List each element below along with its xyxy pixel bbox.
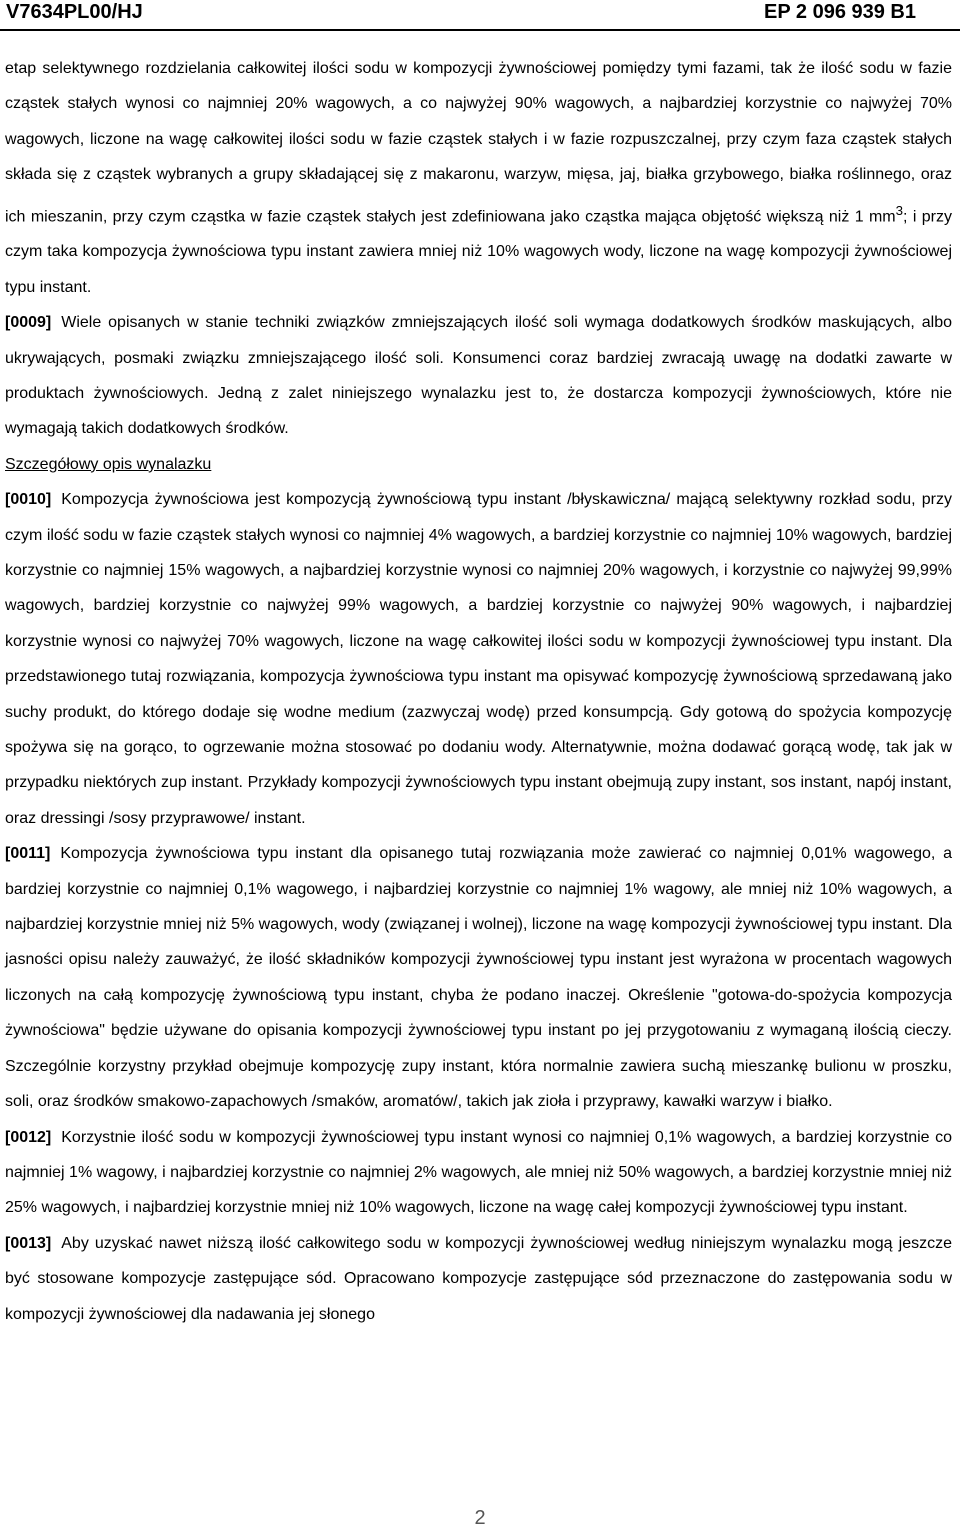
- intro-text-part-b: ; i przy czym taka kompozycja żywnościowa typu instant zawiera mniej niż 10% wagowych wody, liczone na wagę kompozycji żywnościowej typu instant.: [5, 207, 952, 296]
- paragraph-text: Korzystnie ilość sodu w kompozycji żywnościowej typu instant wynosi co najmniej 0,1% wagowych, a bardziej korzystnie co najmniej 1% wagowy, i najbardziej korzystnie co najmniej 2% wagowych, ale mniej niż 50% wagowych, a bardziej korzystnie mniej niż 25% wagowych, i najbardziej korzystnie mniej niż 10% wagowych, liczone na wagę całej kompozycji żywnościowej typu instant.: [5, 1128, 952, 1217]
- document-body: [5, 51, 952, 1332]
- patent-number: EP 2 096 939 B1: [764, 1, 916, 23]
- paragraph-number: [0013]: [5, 1234, 52, 1252]
- paragraph-0012: [5, 1120, 952, 1226]
- paragraph-number: [0011]: [5, 845, 51, 863]
- paragraph-number: [0012]: [5, 1128, 52, 1146]
- section-heading: Szczegółowy opis wynalazku: [5, 455, 212, 473]
- paragraph-0009: [5, 305, 952, 447]
- intro-text-part-a: etap selektywnego rozdzielania całkowitej ilości sodu w kompozycji żywnościowej pomiędzy tymi fazami, tak że ilość sodu w fazie cząstek stałych wynosi co najmniej 20% wagowych, a co najwyżej 90% wagowych, a najbardziej korzystnie co najwyżej 70% wagowych, liczone na wagę całkowitej ilości sodu w fazie cząstek stałych i w fazie rozpuszczalnej, przy czym faza cząstek stałych składa się z cząstek wybranych a grupy składającej się z makaronu, warzyw, mięsa, jaj, białka grzybowego, białka roślinnego, oraz ich mieszanin, przy czym cząstka w fazie cząstek stałych jest zdefiniowana jako cząstka mająca objętość większą niż 1 mm: [5, 60, 952, 225]
- paragraph-number: [0009]: [5, 314, 52, 332]
- paragraph-text: Wiele opisanych w stanie techniki związków zmniejszających ilość soli wymaga dodatkowych środków maskujących, albo ukrywających, posmaki związku zmniejszającego ilość soli. Konsumenci coraz bardziej zwracają uwagę na dodatki zawarte w produktach żywnościowych. Jedną z zalet niniejszego wynalazku jest to, że dostarcza kompozycji żywnościowych, które nie wymagają takich dodatkowych środków.: [5, 314, 952, 438]
- paragraph-0010: [5, 482, 952, 836]
- page-header: [6, 0, 916, 30]
- paragraph-text: Kompozycja żywnościowa jest kompozycją żywnościową typu instant /błyskawiczna/ mającą selektywny rozkład sodu, przy czym ilość sodu w fazie cząstek stałych wynosi co najmniej 4% wagowych, a bardziej korzystnie co najmniej 10% wagowych, bardziej korzystnie co najmniej 15% wagowych, a najbardziej korzystnie wynosi co najmniej 20% wagowych, i korzystnie co najwyżej 99,99% wagowych, bardziej korzystnie co najwyżej 99% wagowych, a bardziej korzystnie co najwyżej 90% wagowych, i najbardziej korzystnie wynosi co najwyżej 70% wagowych, liczone na wagę całkowitej ilości sodu w kompozycji żywnościowej typu instant. Dla przedstawionego tutaj rozwiązania, kompozycja żywnościowa typu instant ma opisywać kompozycję żywnościową sprzedawaną jako suchy produkt, do którego dodaje się wodne medium (zazwyczaj wodę) przed konsumpcją. Gdy gotową do spożycia kompozycję spożywa się na gorąco, to ogrzewanie można stosować po dodaniu wody. Alternatywnie, można dodawać gorącą wodę, tak jak w przypadku niektórych zup instant. Przykłady kompozycji żywnościowych typu instant obejmują zupy instant, sos instant, napój instant, oraz dressingi /sosy przyprawowe/ instant.: [5, 491, 952, 827]
- intro-paragraph: [5, 51, 952, 305]
- volume-superscript: 3: [895, 202, 904, 218]
- paragraph-0011: [5, 836, 952, 1119]
- paragraph-text: Kompozycja żywnościowa typu instant dla opisanego tutaj rozwiązania może zawierać co najmniej 0,01% wagowego, a bardziej korzystnie co najmniej 0,1% wagowego, i najbardziej korzystnie co najmniej 1% wagowy, ale mniej niż 10% wagowych, a najbardziej korzystnie mniej niż 5% wagowych, wody (związanej i wolnej), liczone na wagę kompozycji żywnościowej typu instant. Dla jasności opisu należy zauważyć, że ilość składników kompozycji żywnościowej typu instant jest wyrażona w procentach wagowych liczonych na całą kompozycję żywnościową typu instant, chyba że podano inaczej. Określenie "gotowa-do-spożycia kompozycja żywnościowa" będzie używane do opisania kompozycji żywnościowej typu instant po jej przygotowaniu z wymaganą ilością cieczy. Szczególnie korzystny przykład obejmuje kompozycję zupy instant, która normalnie zawiera suchą mieszankę bulionu w proszku, soli, oraz środków smakowo-zapachowych /smaków, aromatów/, takich jak zioła i przyprawy, kawałki warzyw i białko.: [5, 845, 952, 1111]
- paragraph-number: [0010]: [5, 491, 52, 509]
- paragraph-text: Aby uzyskać nawet niższą ilość całkowitego sodu w kompozycji żywnościowej według niniejszym wynalazku mogą jeszcze być stosowane kompozycje zastępujące sód. Opracowano kompozycje zastępujące sód przeznaczone do zastępowania sodu w kompozycji żywnościowej dla nadawania jej słonego: [5, 1234, 952, 1323]
- page-number: 2: [474, 1507, 486, 1529]
- paragraph-0013: [5, 1226, 952, 1332]
- header-divider: [0, 29, 960, 31]
- document-code: V7634PL00/HJ: [6, 1, 143, 23]
